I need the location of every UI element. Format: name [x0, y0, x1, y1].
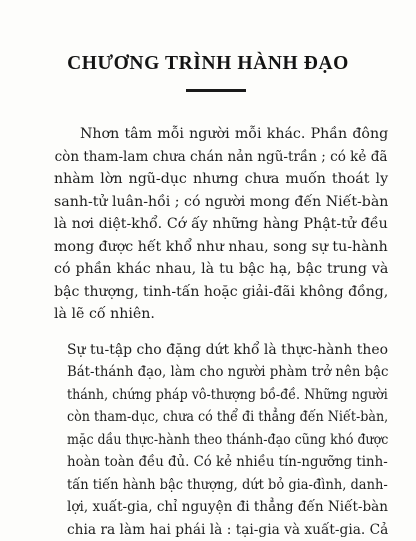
body-text — [67, 123, 388, 541]
text-line: Nhơn tâm mỗi người mỗi khác. Phần đông — [67, 123, 388, 146]
text-line: Bát-thánh đạo, làm cho người phàm trở nên bậc — [67, 361, 367, 384]
title-underline — [186, 89, 246, 92]
text-line: nhàm lờn ngũ-dục nhưng chưa muốn thoát ly — [67, 168, 388, 191]
text-line: còn tham-lam chưa chán nản ngũ-trần ; có kẻ đã — [67, 146, 374, 169]
text-line: Sự tu-tập cho đặng dứt khổ là thực-hành theo — [67, 339, 382, 362]
text-line: thánh, chứng pháp vô-thượng bồ-đề. Những người — [67, 384, 353, 407]
text-line: sanh-tử luân-hồi ; có người mong đến Niết-bàn — [67, 191, 387, 214]
paragraph-2 — [67, 339, 388, 541]
text-line: tấn tiến hành bậc thượng, dứt bỏ gia-đình, danh- — [67, 474, 361, 497]
page-title: CHƯƠNG TRÌNH HÀNH ĐẠO — [0, 53, 416, 75]
text-line: mong được hết khổ như nhau, song sự tu-hành — [67, 236, 387, 259]
text-line: chia ra làm hai phái là : tại-gia và xuất-gia. Cả — [67, 519, 377, 541]
text-line: lợi, xuất-gia, chỉ nguyện đi thẳng đến Niết-bàn — [67, 496, 374, 519]
text-line: là lẽ cố nhiên. — [67, 303, 388, 326]
paragraph-1 — [67, 123, 388, 326]
text-line: có phần khác nhau, là tu bậc hạ, bậc trung và — [67, 258, 388, 281]
text-line: còn tham-dục, chưa có thể đi thẳng đến Niết-bàn, — [67, 406, 355, 429]
text-line: hoàn toàn đều đủ. Có kẻ nhiều tín-ngưỡng tinh- — [67, 451, 368, 474]
text-line: bậc thượng, tinh-tấn hoặc giải-đãi không đồng, — [67, 281, 385, 304]
text-line: là nơi diệt-khổ. Cớ ấy những hàng Phật-tử đều — [67, 213, 388, 236]
text-line: mặc dầu thực-hành theo thánh-đạo cũng khó được — [67, 429, 352, 452]
